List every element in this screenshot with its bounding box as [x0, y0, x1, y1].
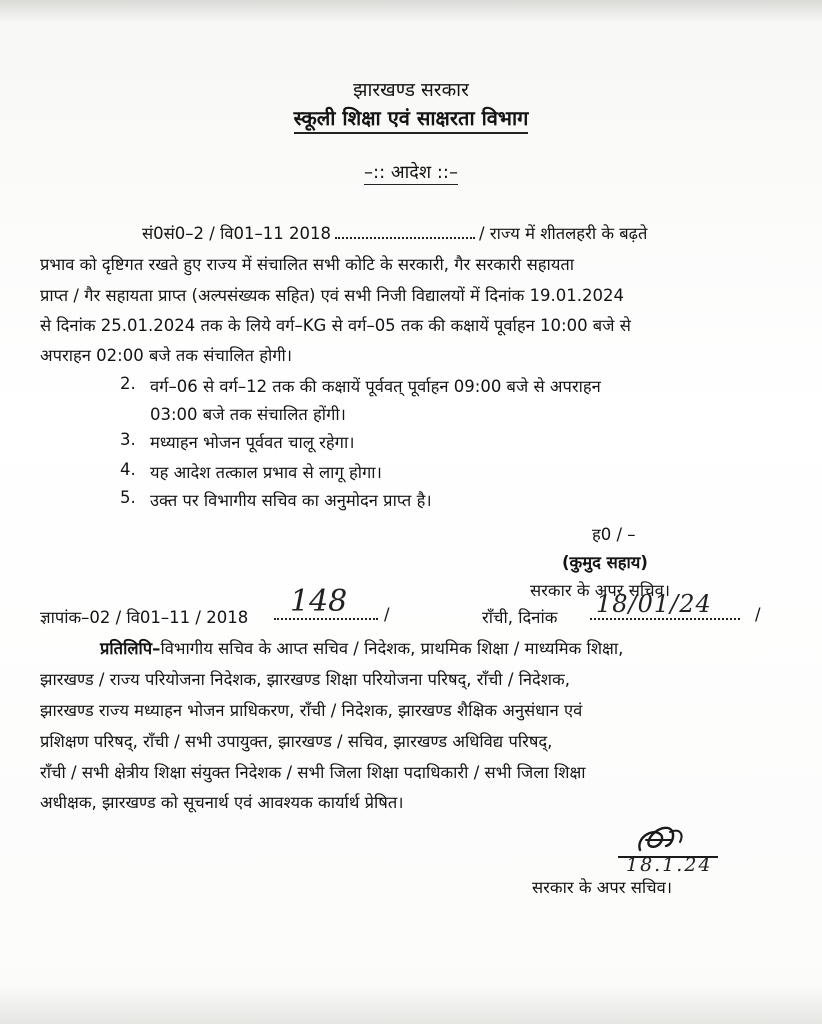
- date-slash: /: [755, 605, 761, 624]
- order-heading-text: –:: आदेश ::–: [364, 162, 458, 183]
- signature-handwritten-date: 18.1.24: [626, 854, 713, 876]
- point-5-text: उक्त पर विभागीय सचिव का अनुमोदन प्राप्त है।: [150, 491, 432, 510]
- memo-dotted-line: [274, 618, 378, 620]
- memo-number: ज्ञापांक–02 / वि01–11 / 2018: [40, 608, 249, 627]
- point-5-number: 5.: [120, 488, 136, 507]
- date-dotted-line: [590, 618, 740, 620]
- place-date-label: राँची, दिनांक: [482, 608, 558, 627]
- copy-line2: झारखण्ड / राज्य परियोजना निदेशक, झारखण्ड शिक्षा परियोजना परिषद्, राँची / निदेशक,: [40, 670, 570, 689]
- point-2-line1: वर्ग–06 से वर्ग–12 तक की कक्षायें पूर्ववत् पूर्वाहन 09:00 बजे से अपराहन: [150, 377, 601, 396]
- signature-date: [618, 850, 718, 876]
- point-4-text: यह आदेश तत्काल प्रभाव से लागू होगा।: [150, 463, 382, 482]
- para1-line1-rest: / राज्य में शीतलहरी के बढ़ते: [479, 224, 648, 243]
- department-title: [0, 104, 822, 131]
- para1-line4: से दिनांक 25.01.2024 तक के लिये वर्ग–KG से वर्ग–05 तक की कक्षायें पूर्वाहन 10:00 बजे से: [40, 316, 631, 335]
- signatory-designation: सरकार के अपर सचिव।: [530, 581, 671, 600]
- para1-line3: प्राप्त / गैर सहायता प्राप्त (अल्पसंख्यक सहित) एवं सभी निजी विद्यालयों में दिनांक 19.01.2024: [40, 286, 624, 305]
- order-ref-line: [142, 221, 647, 244]
- point-3-text: मध्याहन भोजन पूर्ववत चालू रहेगा।: [150, 433, 355, 452]
- signatory-name: (कुमुद सहाय): [562, 553, 648, 572]
- point-2-line2: 03:00 बजे तक संचालित होंगी।: [150, 405, 346, 424]
- order-heading: [0, 160, 822, 184]
- point-3-number: 3.: [120, 430, 136, 449]
- memo-handwritten-number: 148: [290, 584, 348, 619]
- point-4-number: 4.: [120, 460, 136, 479]
- handwritten-date: 18/01/24: [596, 590, 712, 618]
- ref-dotted-blank: [335, 223, 475, 239]
- scan-shadow-top: [0, 0, 822, 22]
- copy-label: प्रतिलिपि–: [100, 639, 161, 658]
- final-designation: सरकार के अपर सचिव।: [532, 878, 673, 897]
- copy-line1: [100, 636, 623, 659]
- department-title-text: स्कूली शिक्षा एवं साक्षरता विभाग: [294, 106, 529, 134]
- signed-mark: ह0 / –: [592, 525, 636, 544]
- copy-line6: अधीक्षक, झारखण्ड को सूचनार्थ एवं आवश्यक कार्यार्थ प्रेषित।: [40, 793, 404, 812]
- copy-line5: राँची / सभी क्षेत्रीय शिक्षा संयुक्त निदेशक / सभी जिला शिक्षा पदाधिकारी / सभी जिला शिक्षा: [40, 763, 586, 782]
- para1-line2: प्रभाव को दृष्टिगत रखते हुए राज्य में संचालित सभी कोटि के सरकारी, गैर सरकारी सहायता: [40, 255, 575, 274]
- memo-slash: /: [384, 605, 390, 624]
- para1-line5: अपराहन 02:00 बजे तक संचालित होगी।: [40, 346, 293, 365]
- order-ref-number: सं0सं0–2 / वि01–11 2018: [142, 224, 332, 243]
- scan-shadow-bottom: [0, 984, 822, 1024]
- copy-line3: झारखण्ड राज्य मध्याहन भोजन प्राधिकरण, राँची / निदेशक, झारखण्ड शैक्षिक अनुसंधान एवं: [40, 701, 583, 720]
- government-title: झारखण्ड सरकार: [353, 79, 469, 101]
- copy-line1-text: विभागीय सचिव के आप्त सचिव / निदेशक, प्राथमिक शिक्षा / माध्यमिक शिक्षा,: [160, 639, 624, 658]
- memo-number-blank: [274, 584, 382, 620]
- copy-line4: प्रशिक्षण परिषद्, राँची / सभी उपायुक्त, झारखण्ड / सचिव, झारखण्ड अधिविद्य परिषद्,: [40, 732, 553, 751]
- date-blank: [590, 590, 750, 620]
- point-2-number: 2.: [120, 374, 136, 393]
